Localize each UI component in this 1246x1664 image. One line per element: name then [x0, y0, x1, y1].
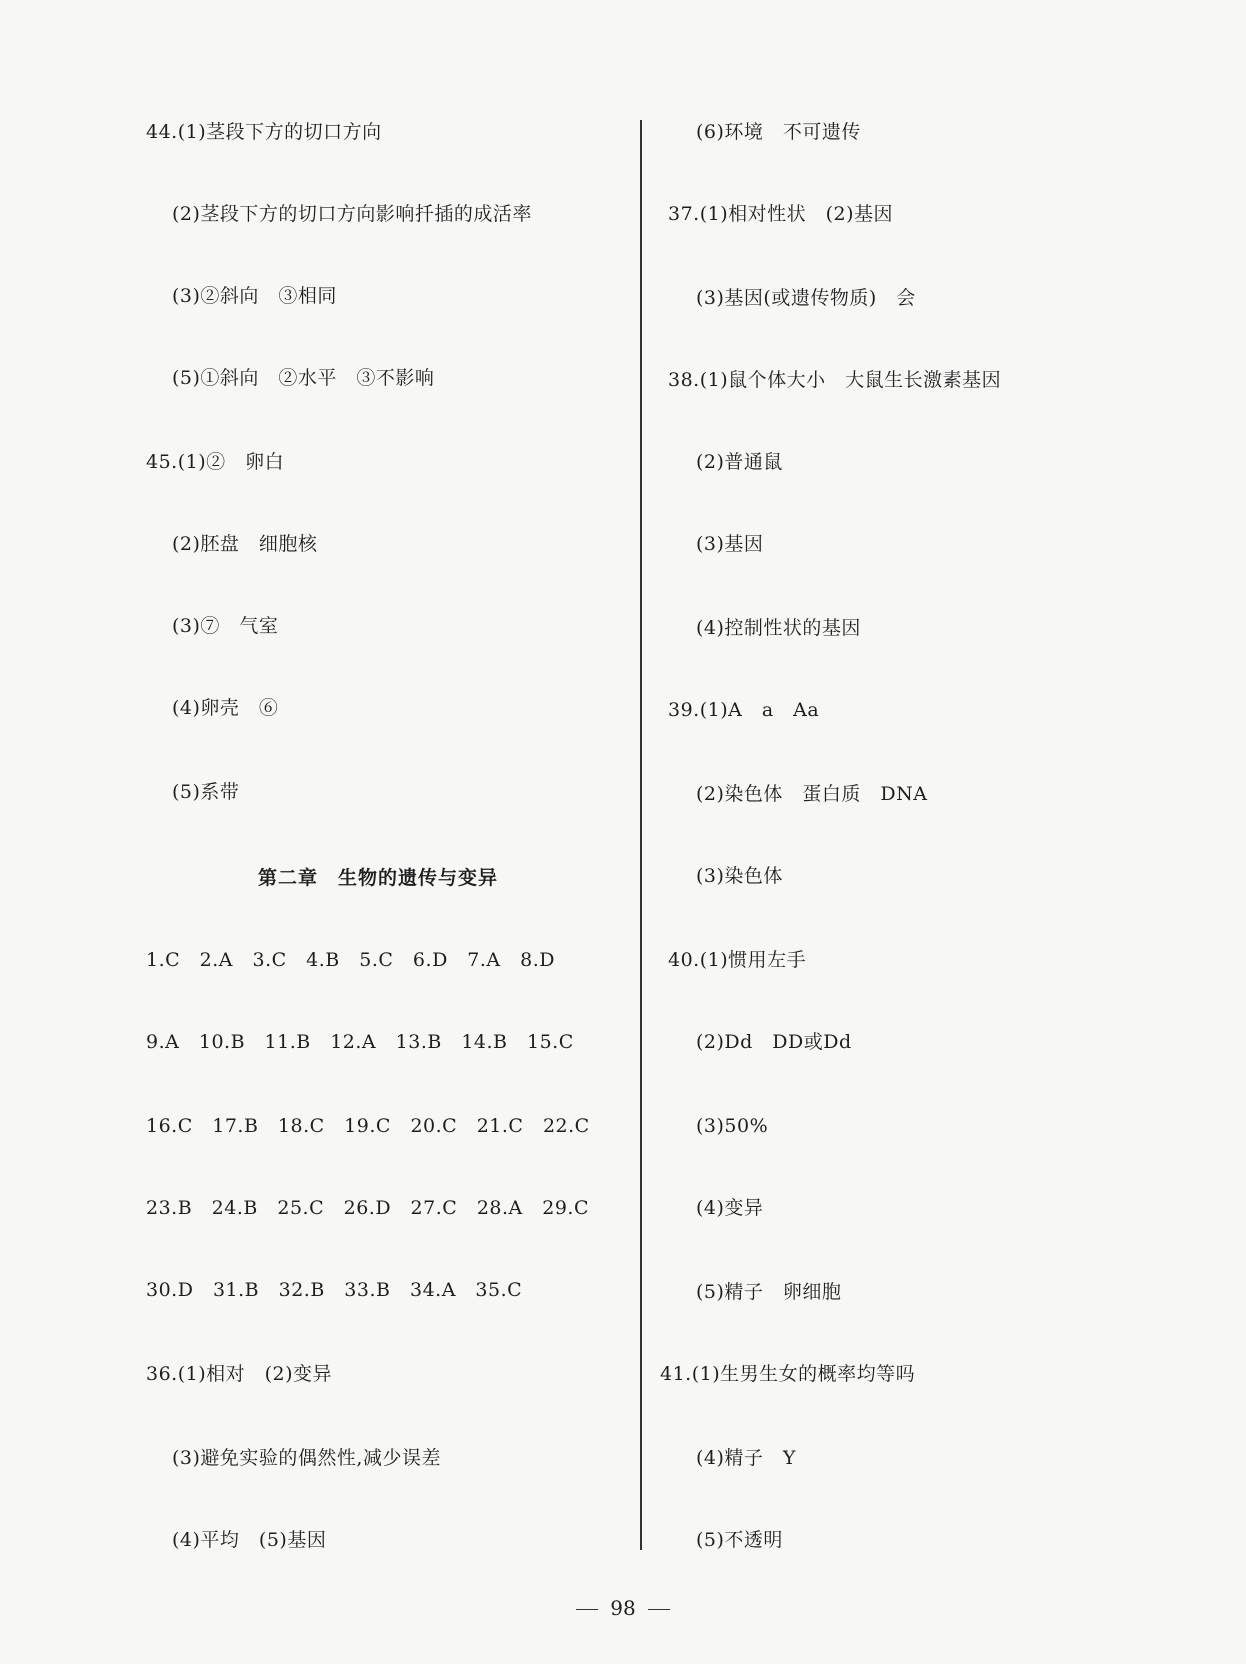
- answer-line: 40.(1)惯用左手: [668, 949, 807, 971]
- answer-line: (3)避免实验的偶然性,减少误差: [172, 1447, 441, 1469]
- page-footer: [0, 1596, 1246, 1620]
- chapter-title: 第二章 生物的遗传与变异: [258, 867, 499, 889]
- answer-line: (6)环境 不可遗传: [696, 121, 861, 143]
- answer-line: (3)②斜向 ③相同: [172, 285, 337, 307]
- answer-line: 37.(1)相对性状 (2)基因: [668, 203, 894, 225]
- footer-dash-right: [648, 1609, 670, 1611]
- answer-line: (3)基因: [696, 533, 764, 555]
- answer-line: (5)不透明: [696, 1529, 783, 1551]
- answer-line: (5)精子 卵细胞: [696, 1281, 842, 1303]
- answer-line: 36.(1)相对 (2)变异: [146, 1363, 333, 1385]
- answer-line: (5)①斜向 ②水平 ③不影响: [172, 367, 435, 389]
- answer-line: 16.C 17.B 18.C 19.C 20.C 21.C 22.C: [146, 1115, 590, 1137]
- answer-line: (2)染色体 蛋白质 DNA: [696, 783, 928, 805]
- answer-line: 45.(1)② 卵白: [146, 451, 285, 473]
- answer-line: 44.(1)茎段下方的切口方向: [146, 121, 382, 143]
- answer-line: (4)变异: [696, 1197, 764, 1219]
- answer-line: (4)控制性状的基因: [696, 617, 861, 639]
- answer-line: (4)平均 (5)基因: [172, 1529, 327, 1551]
- answer-line: 9.A 10.B 11.B 12.A 13.B 14.B 15.C: [146, 1031, 574, 1053]
- answer-line: (4)精子 Y: [696, 1447, 796, 1469]
- answer-line: (3)染色体: [696, 865, 783, 887]
- answer-line: 30.D 31.B 32.B 33.B 34.A 35.C: [146, 1279, 523, 1301]
- answer-line: (3)50%: [696, 1115, 769, 1137]
- answer-line: (3)⑦ 气室: [172, 615, 279, 637]
- answer-line: (2)胚盘 细胞核: [172, 533, 318, 555]
- answer-line: (2)茎段下方的切口方向影响扦插的成活率: [172, 203, 532, 225]
- answer-line: 41.(1)生男生女的概率均等吗: [660, 1363, 916, 1385]
- answer-line: 1.C 2.A 3.C 4.B 5.C 6.D 7.A 8.D: [146, 949, 556, 971]
- page-number: 98: [610, 1596, 636, 1620]
- answer-line: 39.(1)A a Aa: [668, 699, 820, 721]
- answer-line: (4)卵壳 ⑥: [172, 697, 279, 719]
- answer-line: 38.(1)鼠个体大小 大鼠生长激素基因: [668, 369, 1002, 391]
- answer-line: (5)系带: [172, 781, 240, 803]
- answer-line: (3)基因(或遗传物质) 会: [696, 287, 916, 309]
- answer-line: (2)Dd DD或Dd: [696, 1031, 852, 1053]
- answer-line: (2)普通鼠: [696, 451, 783, 473]
- answer-line: 23.B 24.B 25.C 26.D 27.C 28.A 29.C: [146, 1197, 590, 1219]
- footer-dash-left: [576, 1609, 598, 1611]
- column-divider: [640, 120, 642, 1550]
